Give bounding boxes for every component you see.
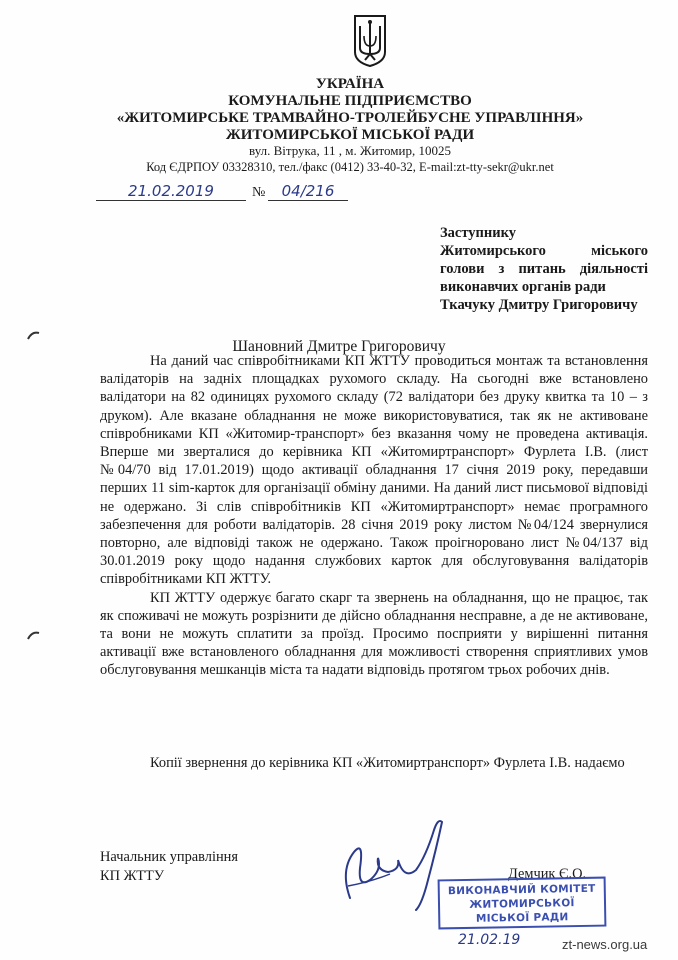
registration-number: 04/216 [268, 182, 348, 201]
body-paragraph: КП ЖТТУ одержує багато скарг та звернень на обладнання, що не працює, так як споживачі не можуть розрізнити де дійсно обладнання несправне, а де не активоване, та вони не можуть сплатити за проїзд. Просимо посприяти у вирішенні питання активації вже встановленого обладнання для можливості створення сприятливих умов обслуговування мешканців міста та надати відповідь протягом трьох робочих днів. [100, 589, 648, 679]
position-line: Начальник управління [100, 849, 238, 865]
addressee-line: Заступнику [440, 225, 516, 241]
signatory-name: Демчик Є.О. [508, 866, 587, 882]
org-type: КОМУНАЛЬНЕ ПІДПРИЄМСТВО [228, 93, 472, 109]
trident-emblem-icon [353, 14, 387, 68]
stamp-date: 21.02.19 [458, 932, 521, 948]
copies-text: Копії звернення до керівника КП «Житомиртранспорт» Фурлета І.В. надаємо [150, 755, 625, 771]
addressee-line: Ткачуку Дмитру Григоровичу [440, 297, 638, 313]
site-watermark: zt-news.org.ua [562, 937, 648, 952]
addressee-line: Житомирського міського [440, 243, 648, 259]
stamp-line: МІСЬКОЇ РАДИ [475, 911, 569, 925]
registration-date: 21.02.2019 [96, 182, 246, 201]
position-line: КП ЖТТУ [100, 868, 165, 884]
copies-note [100, 754, 648, 773]
margin-mark-icon [26, 330, 40, 340]
addressee-block [440, 224, 648, 314]
body-paragraph: На даний час співробітниками КП ЖТТУ проводиться монтаж та встановлення валідаторів на задніх площадках рухомого складу. На сьогодні вже встановлено валідатори на 82 одиницях рухомого складу (72 валідатори без друку квитка та 10 – з друком). Але вказане обладнання не може використовуватися, так як не активоване співробниками КП «Житомир-транспорт» без вказання чому не проведена активація. Вперше ми зверталися до керівника КП «Житомиртранспорт» Фурлета І.В. (лист №04/70 від 17.01.2019) щодо активації обладнання 17 січня 2019 року, передавши перших 11 sim-карток для організації обміну даними. На даний лист письмової відповіді не одержано. Зі слів співробітників КП «Житомиртранспорт» немає програмного забезпечення для роботи валідаторів. 28 січня 2019 року листом №04/124 звернулися повторно, але відповіді також не одержано. Також проігноровано лист №04/137 від 30.01.2019 року щодо надання службових карток для обслуговування валідаторів співробітниками КП ЖТТУ. [100, 353, 648, 588]
stamp-line: ВИКОНАВЧИЙ КОМІТЕТ [447, 882, 596, 898]
registration-stamp [438, 877, 607, 930]
signatory-position [100, 848, 238, 886]
margin-mark-icon [26, 630, 40, 640]
org-council: ЖИТОМИРСЬКОЇ МІСЬКОЇ РАДИ [225, 127, 475, 143]
stamp-line: ЖИТОМИРСЬКОЇ [469, 897, 575, 911]
registration-number-label: № [252, 185, 266, 200]
org-name: «ЖИТОМИРСЬКЕ ТРАМВАЙНО-ТРОЛЕЙБУСНЕ УПРАВЛІННЯ» [116, 110, 584, 126]
addressee-line: голови з питань діяльності [440, 261, 648, 277]
addressee-line: виконавчих органів ради [440, 279, 606, 295]
country-title: УКРАЇНА [315, 76, 385, 92]
org-contacts: Код ЄДРПОУ 03328310, тел./факс (0412) 33-40-32, E-mail:zt-tty-sekr@ukr.net [146, 160, 554, 174]
letter-body [100, 352, 648, 680]
org-address: вул. Вітрука, 11 , м. Житомир, 10025 [249, 143, 451, 158]
salutation: Шановний Дмитре Григоровичу [232, 338, 446, 355]
